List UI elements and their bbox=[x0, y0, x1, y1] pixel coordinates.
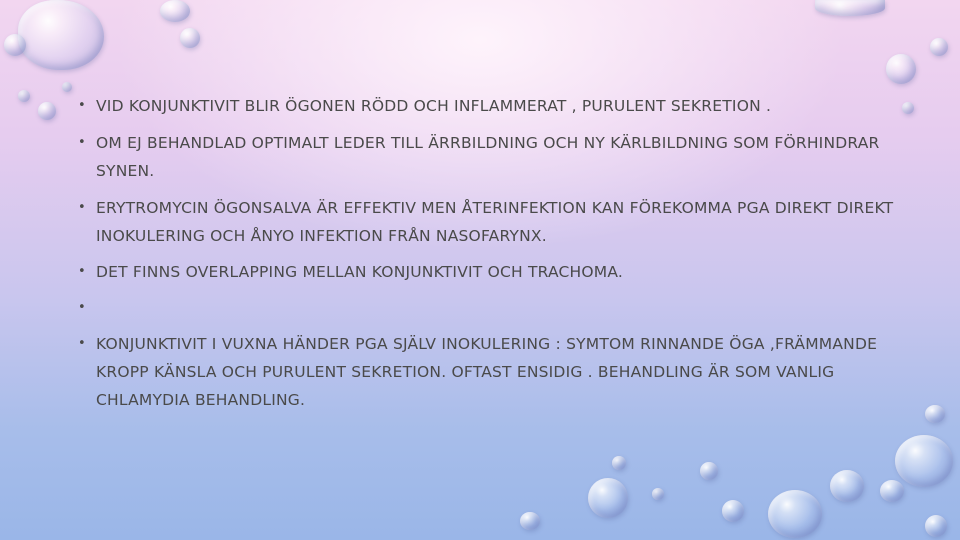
water-drop-decoration bbox=[925, 515, 947, 537]
bullet-icon: • bbox=[78, 336, 86, 351]
bullet-item bbox=[78, 194, 898, 250]
bullet-icon: • bbox=[78, 200, 86, 215]
water-drop-decoration bbox=[925, 405, 945, 423]
water-drop-decoration bbox=[930, 38, 948, 56]
water-drop-decoration bbox=[520, 512, 540, 530]
water-drop-decoration bbox=[18, 0, 104, 70]
water-drop-decoration bbox=[180, 28, 200, 48]
bullet-item bbox=[78, 258, 898, 286]
bullet-text: DET FINNS OVERLAPPING MELLAN KONJUNKTIVIT OCH TRACHOMA. bbox=[96, 263, 624, 281]
bullet-text: OM EJ BEHANDLAD OPTIMALT LEDER TILL ÄRRBILDNING OCH NY KÄRLBILDNING SOM FÖRHINDRAR SYNEN. bbox=[96, 134, 880, 180]
water-drop-decoration bbox=[895, 435, 953, 487]
bullet-text: KONJUNKTIVIT I VUXNA HÄNDER PGA SJÄLV INOKULERING : SYMTOM RINNANDE ÖGA ,FRÄMMANDE KROPP KÄNSLA OCH PURULENT SEKRETION. OFTAST ENSIDIG . BEHANDLING ÄR SOM VANLIG CHLAMYDIA BEHANDLING. bbox=[96, 335, 878, 409]
water-drop-decoration bbox=[815, 0, 885, 16]
water-drop-decoration bbox=[880, 480, 904, 502]
bullet-item bbox=[78, 92, 898, 120]
bullet-icon: • bbox=[78, 135, 86, 150]
water-drop-decoration bbox=[4, 34, 26, 56]
water-drop-decoration bbox=[902, 102, 914, 114]
water-drop-decoration bbox=[652, 488, 664, 500]
water-drop-decoration bbox=[722, 500, 744, 522]
water-drop-decoration bbox=[38, 102, 56, 120]
bullet-item-empty bbox=[78, 294, 898, 322]
water-drop-decoration bbox=[700, 462, 718, 480]
bullet-item bbox=[78, 330, 898, 414]
bullet-icon: • bbox=[78, 264, 86, 279]
water-drop-decoration bbox=[768, 490, 822, 538]
water-drop-decoration bbox=[830, 470, 864, 502]
bullet-text: VID KONJUNKTIVIT BLIR ÖGONEN RÖDD OCH INFLAMMERAT , PURULENT SEKRETION . bbox=[96, 97, 772, 115]
water-drop-decoration bbox=[612, 456, 626, 470]
water-drop-decoration bbox=[18, 90, 30, 102]
bullet-icon: • bbox=[78, 98, 86, 113]
water-drop-decoration bbox=[62, 82, 72, 92]
water-drop-decoration bbox=[588, 478, 628, 518]
bullet-icon: • bbox=[78, 300, 86, 315]
bullet-item bbox=[78, 129, 898, 185]
bullet-list bbox=[78, 92, 898, 414]
water-drop-decoration bbox=[886, 54, 916, 84]
water-drop-decoration bbox=[160, 0, 190, 22]
bullet-text: ERYTROMYCIN ÖGONSALVA ÄR EFFEKTIV MEN ÅTERINFEKTION KAN FÖREKOMMA PGA DIREKT DIREKT INOKULERING OCH ÅNYO INFEKTION FRÅN NASOFARYNX. bbox=[96, 199, 894, 245]
